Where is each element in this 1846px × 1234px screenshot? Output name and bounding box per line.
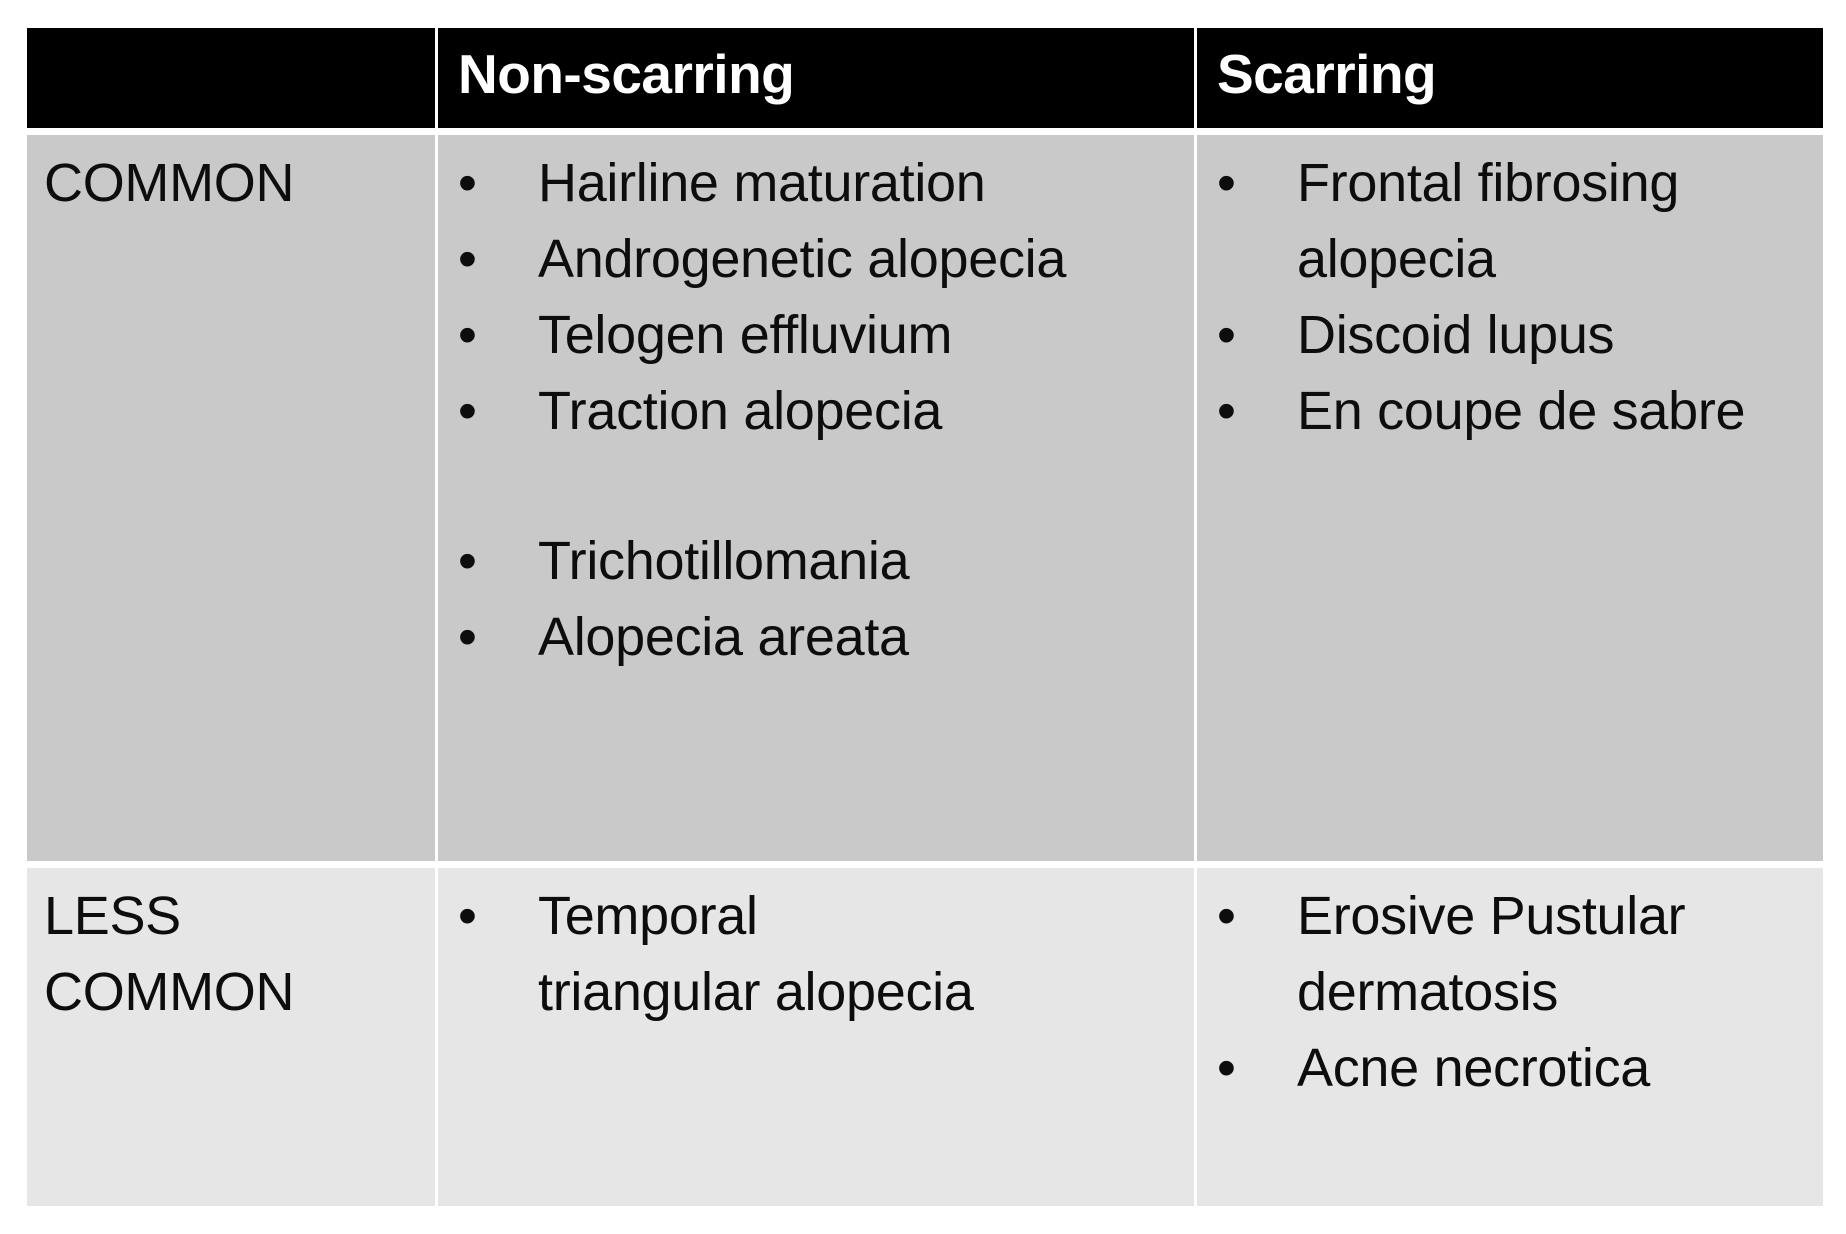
list-item	[438, 145, 1194, 221]
alopecia-classification-table	[27, 28, 1823, 1206]
bullet-icon: •	[458, 153, 477, 213]
row-common-non-scarring-cell	[438, 135, 1194, 861]
bullet-icon: •	[458, 607, 477, 667]
list-item	[438, 221, 1194, 297]
row-less-common-scarring-cell	[1197, 868, 1823, 1206]
row-less-common-non-scarring-cell	[438, 868, 1194, 1206]
list-item-text: Alopecia areata	[538, 607, 909, 667]
bullet-icon: •	[1217, 1038, 1236, 1098]
list-item	[438, 878, 1194, 1030]
list-item-text: Trichotillomania	[538, 531, 910, 591]
bullet-icon: •	[1217, 381, 1236, 441]
list-item-text: Telogen effluvium	[538, 305, 953, 365]
list-item-text: Discoid lupus	[1297, 305, 1615, 365]
list-item	[1197, 297, 1823, 373]
bullet-icon: •	[458, 886, 477, 946]
list-item-text: Acne necrotica	[1297, 1038, 1650, 1098]
list-item	[1197, 373, 1823, 449]
bullet-icon: •	[458, 305, 477, 365]
list-item-text: Hairline maturation	[538, 153, 986, 213]
bullet-icon: •	[1217, 153, 1236, 213]
row-common-label-cell	[27, 135, 435, 861]
bullet-icon: •	[458, 229, 477, 289]
less-common-scarring-list	[1197, 878, 1823, 1106]
row-common-scarring-cell	[1197, 135, 1823, 861]
header-scarring-text: Scarring	[1217, 43, 1437, 105]
row-less-common-label: LESS COMMON	[44, 886, 295, 1022]
list-item-text: Erosive Pustular dermatosis	[1297, 886, 1686, 1022]
list-item	[1197, 878, 1823, 1030]
list-item	[1197, 1030, 1823, 1106]
list-item-text: Temporal triangular alopecia	[538, 886, 974, 1022]
list-item	[438, 599, 1194, 675]
list-item	[438, 297, 1194, 373]
common-scarring-list	[1197, 145, 1823, 449]
list-item-text: Androgenetic alopecia	[538, 229, 1067, 289]
list-item	[1197, 145, 1823, 297]
list-item	[438, 523, 1194, 599]
less-common-non-scarring-list	[438, 878, 1194, 1030]
header-non-scarring	[438, 28, 1194, 128]
row-less-common-label-cell	[27, 868, 435, 1206]
row-common-label: COMMON	[44, 153, 295, 213]
common-non-scarring-list	[438, 145, 1194, 675]
list-item-text: Traction alopecia	[538, 381, 943, 441]
list-item-text: En coupe de sabre	[1297, 381, 1746, 441]
header-non-scarring-text: Non-scarring	[458, 43, 795, 105]
bullet-icon: •	[1217, 305, 1236, 365]
bullet-icon: •	[458, 531, 477, 591]
list-item-text: Frontal fibrosing alopecia	[1297, 153, 1680, 289]
bullet-icon: •	[458, 381, 477, 441]
header-empty-cell	[27, 28, 435, 128]
header-scarring	[1197, 28, 1823, 128]
list-item	[438, 373, 1194, 449]
bullet-icon: •	[1217, 886, 1236, 946]
